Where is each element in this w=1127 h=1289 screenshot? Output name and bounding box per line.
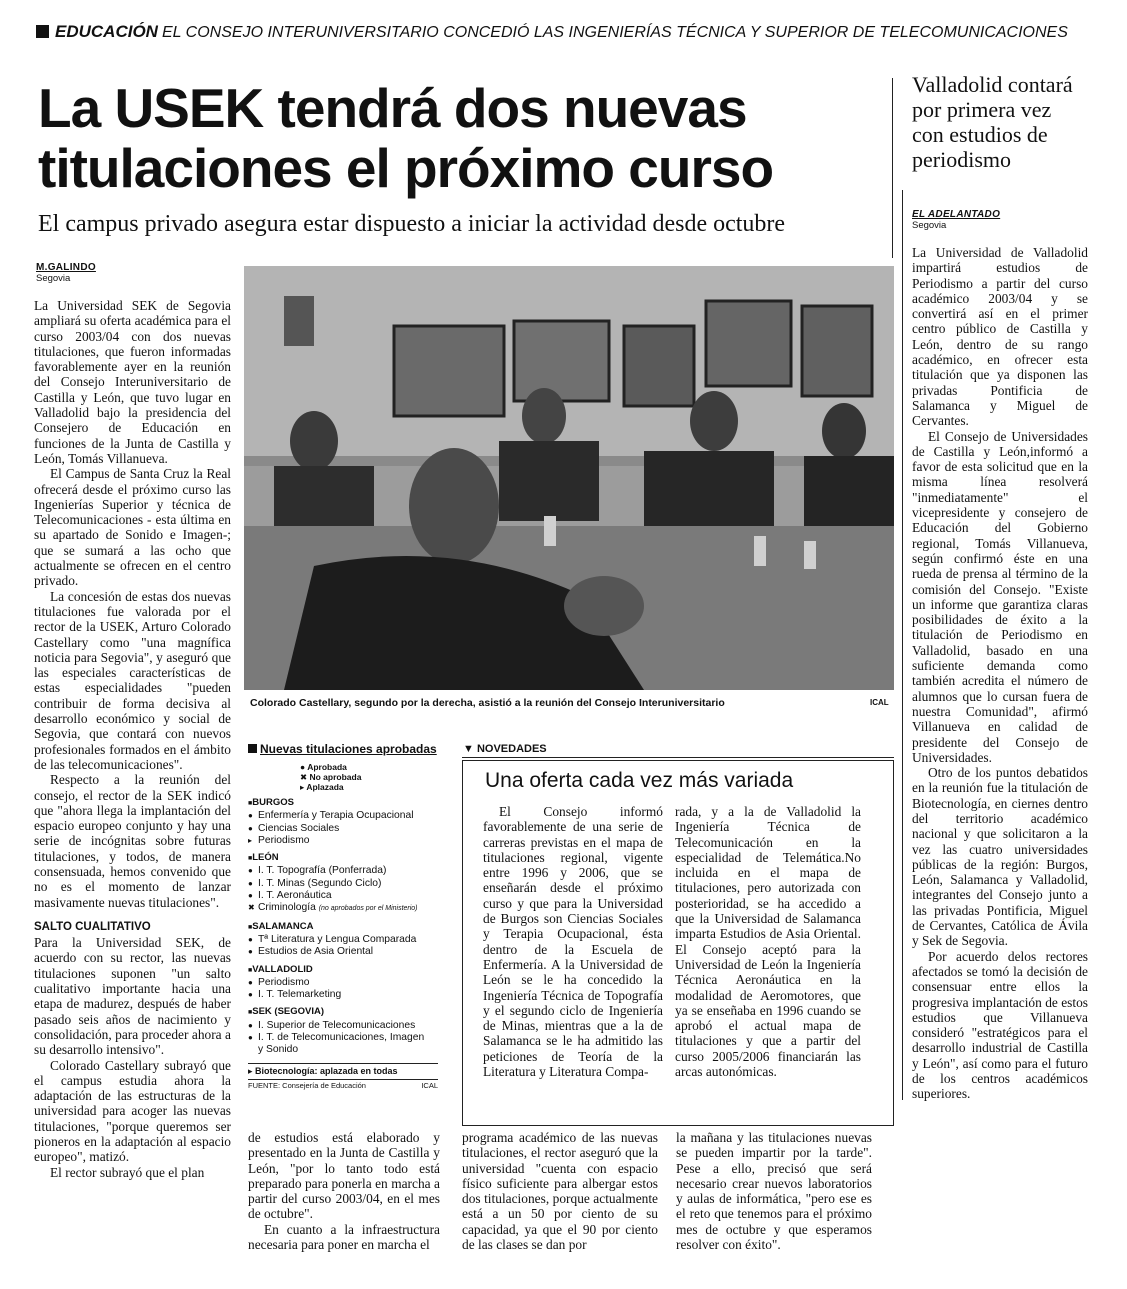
cross-icon: ✖ [300, 772, 310, 782]
kicker-text: EL CONSEJO INTERUNIVERSITARIO CONCEDIÓ LAS INGENIERÍAS TÉCNICA Y SUPERIOR DE TELECOMUNICACIONES [161, 24, 1068, 41]
paragraph: La Universidad SEK de Segovia ampliará su oferta académica para el curso 2003/04 con dos nuevas titulaciones, que fueron informadas favorablemente ayer en la reunión del Consejo Interuniversitario de Castilla y León, que tuvo lugar en Valladolid bajo la presidencia del Consejero de Educación en funciones de la Junta de Castilla y León, Tomás Villanueva. [34, 298, 231, 466]
circle-icon: ● [248, 1020, 253, 1030]
divider [248, 1063, 438, 1064]
paragraph: Respecto a la reunión del consejo, el rector de la SEK indicó que "ahora llega la implantación del espacio europeo conjunto y hay una serie de incógnitas sobre futuras titulaciones, y todos, de manera consensuada, hemos convenido que no es el momento de lanzar masivamente nuevas titulaciones". [34, 772, 231, 910]
square-bullet-icon: ■ [248, 1009, 253, 1017]
byline [36, 262, 96, 284]
headline [38, 78, 898, 198]
source-text: FUENTE: Consejería de Educación [248, 1080, 366, 1090]
paragraph: El Campus de Santa Cruz la Real ofrecerá desde el próximo curso las Ingenierías Superior y técnica de Telecomunicaciones - esta última en su apartado de Sonido e Imagen-; que se sumará a las ocho que actualmente se ofrecen en el centro privado. [34, 466, 231, 589]
main-column-2 [248, 1130, 440, 1252]
box-title: Nuevas titulaciones aprobadas [260, 742, 437, 756]
paragraph: la mañana y las titulaciones nuevas se pueden impartir por la tarde". Pese a ello, precisó que será necesario crear nuevos laboratorios y aulas de informática, "pero ese es el reto que tenemos para el próximo mes de octubre y que esperamos resolver con éxito". [676, 1130, 872, 1253]
column-rule [892, 78, 893, 258]
circle-icon: ● [248, 947, 253, 957]
square-bullet-icon: ■ [248, 966, 253, 974]
titulacion-item: ● Periodismo [248, 976, 310, 988]
paragraph: La Universidad de Valladolid impartirá estudios de Periodismo a partir del curso académico 2003/04 y se convertirá así en el primer centro público de Castilla y León, dentro de su rango académico, en ofrecer esta titulación que ya disponen las privadas Pontificia de Salamanca y Miguel de Cervantes. [912, 245, 1088, 429]
circle-icon: ● [248, 811, 253, 821]
legend-item-aplazada: ▸ Aplazada [300, 782, 344, 792]
paragraph: El Consejo informó favorablemente de una serie de carreras previstas en el mapa de titulaciones regional, vigente entre 1996 y 2006, que se enseñarán desde el próximo curso y que para la Universidad de Burgos son Ciencias Sociales y Terapia Ocupacional, ésta dentro de la Escuela de Enfermería. A la Universidad de León se le ha concedido la Ingeniería Técnica de Topografía y el segundo ciclo de Ingeniería de Minas, mientras que a la de Salamanca se le ha admitido las peticiones de Teoría de la Literatura y Literatura Compa- [483, 804, 663, 1080]
titulacion-item: ● I. Superior de Telecomunicaciones [248, 1019, 416, 1031]
region-heading: ■BURGOS [248, 797, 294, 808]
square-bullet-icon: ■ [248, 855, 253, 863]
sidebar-byline [912, 209, 1000, 231]
titulacion-item: ● I. T. de Telecomunicaciones, Imagen [248, 1032, 425, 1044]
legend [300, 762, 450, 792]
circle-icon: ● [248, 977, 253, 987]
titulaciones-list [248, 797, 450, 1057]
titulacion-item: ● Ciencias Sociales [248, 822, 340, 834]
byline-author: M.GALINDO [36, 262, 96, 273]
paragraph: En cuanto a la infraestructura necesaria para poner en marcha el [248, 1221, 440, 1253]
triangle-icon: ▸ [300, 782, 307, 792]
titulaciones-box [248, 740, 450, 1090]
paragraph: El Consejo de Universidades de Castilla y León,informó a favor de esta solicitud que en la misma línea resolverá "inmediatamente" el vicepresidente y consejero de Educación del Gobierno regional, Tomás Villanueva, según confirmó éste en una rueda de prensa al término de la comisión del Consejo. "Existe un informe que garantiza claras posibilidades de éxito a la titulación de Periodismo en Valladolid, basado en una suficiente demanda como también acredita el número de alumnos que lo cursan fuera de nuestra Comunidad", afirmó Villanueva en calidad de presidente del Consejo de Universidades. [912, 428, 1088, 765]
titulacion-item: ● I. T. Aeronáutica [248, 890, 332, 902]
main-column-1 [34, 298, 231, 1180]
main-column-3 [462, 1130, 658, 1252]
column-rule [902, 190, 903, 1100]
kicker [36, 22, 1068, 46]
circle-icon: ● [248, 878, 253, 888]
cross-icon: ✖ [248, 903, 255, 913]
circle-icon: ● [248, 866, 253, 876]
square-bullet-icon: ■ [248, 800, 253, 807]
titulacion-item: ▸ Periodismo [248, 834, 310, 846]
main-column-4 [676, 1130, 872, 1252]
sidebar-byline-author: EL ADELANTADO [912, 209, 1001, 220]
circle-icon: ● [248, 934, 253, 944]
circle-icon: ● [248, 1033, 253, 1043]
paragraph: Para la Universidad SEK, de acuerdo con su rector, las nuevas titulaciones suponen "un salto cualitativo importante hacia una etapa de madurez, después de haber pasado seis años de nacimiento y consolidación, para proceder ahora a su desarrollo intensivo". [34, 935, 231, 1058]
meeting-photo [244, 266, 894, 690]
novedades-column-1 [483, 804, 663, 1079]
titulacion-item: ● Tª Literatura y Lengua Comparada [248, 933, 417, 945]
divider [462, 757, 894, 758]
paragraph: rada, y a la de Valladolid la Ingeniería Técnica de Telecomunicación en la especialidad de Telemática.No incluida en el mapa de titulaciones, pero autorizada con posterioridad, se ha accedido a que la Universidad de Salamanca imparta Estudios de Asia Oriental. El Consejo aceptó para la Universidad de León la Ingeniería Técnica Aeronáutica en la modalidad de Aeromotores, que ya se enseñaba en 1996 cuando se aprobó el actual mapa de titulaciones y que a partir del curso 2005/2006 financiarán las arcas autonómicas. [675, 804, 861, 1080]
sidebar-byline-location: Segovia [912, 220, 947, 231]
titulacion-item: ● I. T. Minas (Segundo Ciclo) [248, 877, 382, 889]
triangle-icon: ▸ [248, 1065, 256, 1076]
byline-location: Segovia [36, 273, 71, 284]
divider [248, 1079, 438, 1080]
titulacion-item: ● Enfermería y Terapia Ocupacional [248, 810, 414, 822]
box-source [248, 1081, 438, 1090]
circle-icon: ● [248, 823, 253, 833]
region-heading: ■VALLADOLID [248, 963, 313, 975]
titulacion-item: ● Estudios de Asia Oriental [248, 946, 374, 958]
footer-item: ▸ Biotecnología: aplazada en todas [248, 1065, 398, 1076]
section-label: EDUCACIÓN [55, 22, 158, 41]
novedades-box [462, 760, 894, 1126]
paragraph: programa académico de las nuevas titulaciones, el rector aseguró que la universidad "cuenta con espacio físico suficiente para albergar estos dos titulaciones, porque actualmente está a un 50 por ciento de su capacidad, ya que el 90 por ciento de las clases se dan por [462, 1130, 658, 1253]
paragraph: Colorado Castellary subrayó que el campus estudia ahora la adaptación de las estructuras de la universidad para acoger las nuevas titulaciones, "porque queremos ser pioneros en la adaptación al espacio europeo", matizó. [34, 1057, 231, 1165]
region-heading: ■SALAMANCA [248, 920, 314, 932]
subhead: El campus privado asegura estar dispuesto a iniciar la actividad desde octubre [38, 211, 786, 237]
triangle-down-icon: ▼ [463, 743, 477, 755]
region-heading: ■LEÓN [248, 852, 279, 864]
circle-icon: ● [300, 762, 308, 772]
legend-item-no-aprobada: ✖ No aprobada [300, 772, 362, 782]
paragraph: Otro de los puntos debatidos en la reunión fue la titulación de Biotecnología, en ciernes dentro del territorio académico nacional y que solicitaron a la vez las cuatro universidades públicas de la región: Burgos, León, Salamanca y Valladolid, integrantes del Consejo junto a las privadas Pontificia, Miguel de Cervantes, Católica de Ávila y Sek de Segovia. [912, 765, 1088, 949]
titulacion-item: y Sonido [258, 1044, 299, 1056]
sidebar-title: Valladolid contará por primera vez con estudios de periodismo [912, 72, 1073, 172]
paragraph: El rector subrayó que el plan [50, 1164, 205, 1180]
paragraph: Por acuerdo delos rectores afectados se tomó la decisión de consensuar entre ellos la progresiva implantación de estos estudios que Villanueva consideró "estratégicos para el desarrollo industrial de Castilla y León", así como para el futuro de los centros académicos superiores. [912, 948, 1088, 1102]
titulacion-item: ✖ Criminología (no aprobados por el Ministerio) [248, 902, 418, 914]
titulacion-item: ● I. T. Telemarketing [248, 989, 342, 1001]
photo-caption: Colorado Castellary, segundo por la derecha, asistió a la reunión del Consejo Interuniversitario [250, 697, 725, 709]
triangle-icon: ▸ [248, 835, 253, 845]
source-credit: ICAL [421, 1080, 438, 1090]
circle-icon: ● [248, 990, 253, 1000]
photo-credit: ICAL [870, 698, 889, 707]
paragraph: de estudios está elaborado y presentado en la Junta de Castilla y León, "por lo tanto todo está preparado para ponerla en marcha a partir del curso 2003/04, en el mes de octubre". [248, 1130, 440, 1222]
circle-icon: ● [248, 891, 253, 901]
novedades-tag: ▼ NOVEDADES [463, 743, 547, 755]
square-bullet-icon [248, 744, 257, 753]
legend-item-aprobada: ● Aprobada [300, 762, 347, 772]
section-heading: SALTO CUALITATIVO [34, 920, 151, 933]
square-bullet-icon: ■ [248, 923, 253, 931]
novedades-title: Una oferta cada vez más variada [485, 769, 794, 792]
square-bullet-icon [36, 25, 49, 38]
headline-line-2: titulaciones el próximo curso [38, 137, 774, 199]
headline-line-1: La USEK tendrá dos nuevas [38, 77, 747, 139]
sidebar-body [912, 245, 1088, 1102]
paragraph: La concesión de estas dos nuevas titulaciones fue valorada por el rector de la USEK, Arturo Colorado Castellary como "una magnífica noticia para Segovia", y aseguró que las especiales características de estas especialidades "pueden contribuir de forma decisiva al desarrollo económico y social de Segovia, que contará con nuevos profesionales formados en el ámbito de las telecomunicaciones". [34, 588, 231, 772]
novedades-column-2 [675, 804, 861, 1079]
titulacion-item: ● I. T. Topografía (Ponferrada) [248, 865, 387, 877]
meeting-photo-image [244, 266, 894, 690]
region-heading: ■SEK (SEGOVIA) [248, 1006, 325, 1018]
